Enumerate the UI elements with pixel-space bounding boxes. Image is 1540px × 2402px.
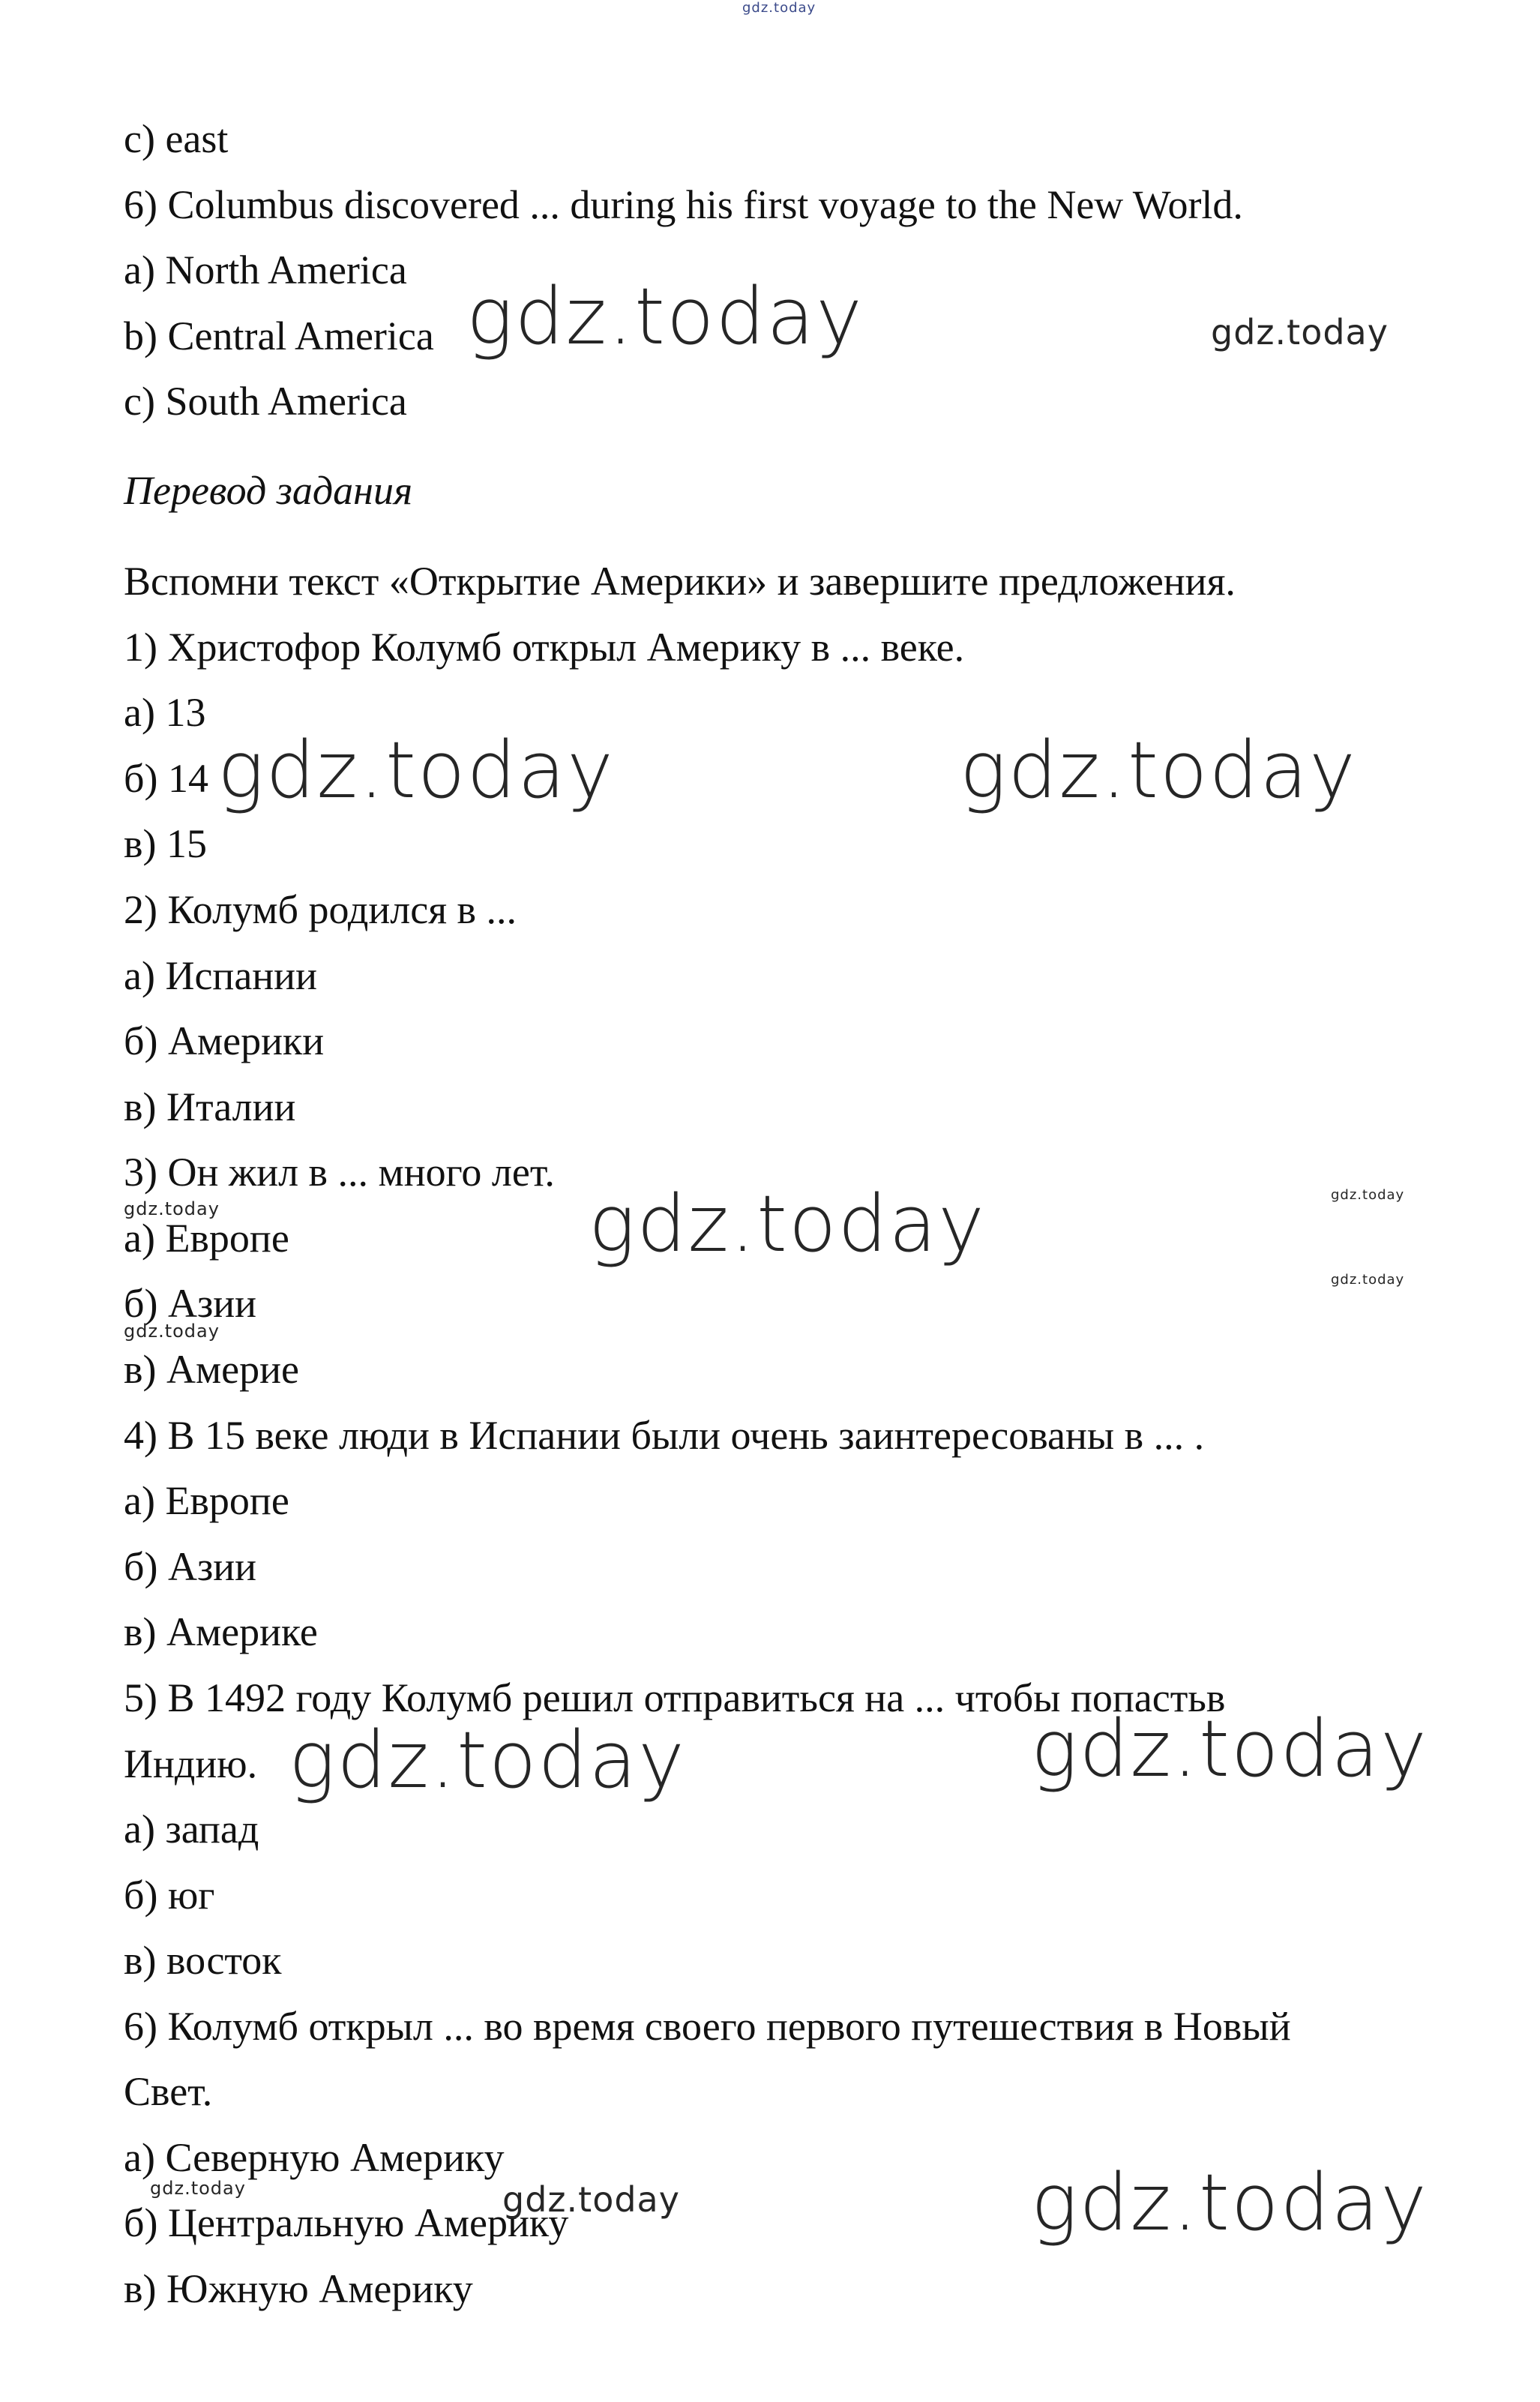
- watermark-large: gdz.today: [1031, 1703, 1428, 1795]
- question-3: 3) Он жил в ... много лет.: [124, 1150, 555, 1195]
- q6-option-b: б) Центральную Америку: [124, 2200, 569, 2245]
- watermark-large: gdz.today: [589, 1178, 986, 1270]
- q4-option-c: в) Америке: [124, 1609, 318, 1654]
- question-6-line-2: Свет.: [124, 2069, 213, 2114]
- watermark-small: gdz.today: [150, 2178, 246, 2199]
- watermark-large: gdz.today: [466, 271, 864, 362]
- watermark-tiny: gdz.today: [1331, 1272, 1405, 1288]
- q5-option-b: б) юг: [124, 1873, 215, 1918]
- q2-option-b: б) Америки: [124, 1018, 325, 1063]
- q3-option-c: в) Америе: [124, 1347, 299, 1392]
- option-c-south-america: c) South America: [124, 379, 407, 424]
- option-c-east: c) east: [124, 116, 229, 161]
- watermark-medium: gdz.today: [1211, 312, 1389, 352]
- watermark-large: gdz.today: [1031, 2157, 1428, 2248]
- translation-heading: Перевод задания: [124, 468, 413, 513]
- q3-option-b: б) Азии: [124, 1281, 257, 1326]
- watermark-large: gdz.today: [289, 1714, 686, 1806]
- option-a-north-america: a) North America: [124, 247, 407, 292]
- watermark-small: gdz.today: [124, 1198, 220, 1219]
- q1-option-c: в) 15: [124, 821, 207, 866]
- watermark-large: gdz.today: [217, 724, 615, 816]
- q4-option-b: б) Азии: [124, 1544, 257, 1589]
- q3-option-a: а) Европе: [124, 1216, 289, 1261]
- instruction: Вспомни текст «Открытие Америки» и завершите предложения.: [124, 559, 1236, 604]
- watermark-tiny: gdz.today: [1331, 1187, 1405, 1203]
- q4-option-a: а) Европе: [124, 1478, 289, 1523]
- question-6-english: 6) Columbus discovered ... during his first voyage to the New World.: [124, 182, 1243, 227]
- q1-option-b: б) 14: [124, 756, 208, 801]
- q6-option-a: а) Северную Америку: [124, 2135, 505, 2180]
- question-4: 4) В 15 веке люди в Испании были очень заинтересованы в ... .: [124, 1413, 1205, 1458]
- q2-option-a: а) Испании: [124, 953, 317, 998]
- q1-option-a: а) 13: [124, 690, 206, 735]
- watermark-large: gdz.today: [960, 724, 1357, 816]
- watermark-top: gdz.today: [742, 0, 816, 16]
- question-5-line-1: 5) В 1492 году Колумб решил отправиться на ... чтобы попастьв: [124, 1675, 1226, 1720]
- q5-option-c: в) восток: [124, 1938, 282, 1983]
- question-1: 1) Христофор Колумб открыл Америку в ... веке.: [124, 625, 965, 670]
- question-6-line-1: 6) Колумб открыл ... во время своего первого путешествия в Новый: [124, 2004, 1291, 2049]
- watermark-small: gdz.today: [124, 1321, 220, 1342]
- q5-option-a: а) запад: [124, 1807, 259, 1852]
- option-b-central-america: b) Central America: [124, 313, 434, 358]
- question-5-line-2: Индию.: [124, 1741, 258, 1786]
- q6-option-c: в) Южную Америку: [124, 2266, 473, 2311]
- watermark-medium: gdz.today: [502, 2179, 680, 2220]
- question-2: 2) Колумб родился в ...: [124, 887, 517, 932]
- q2-option-c: в) Италии: [124, 1084, 296, 1129]
